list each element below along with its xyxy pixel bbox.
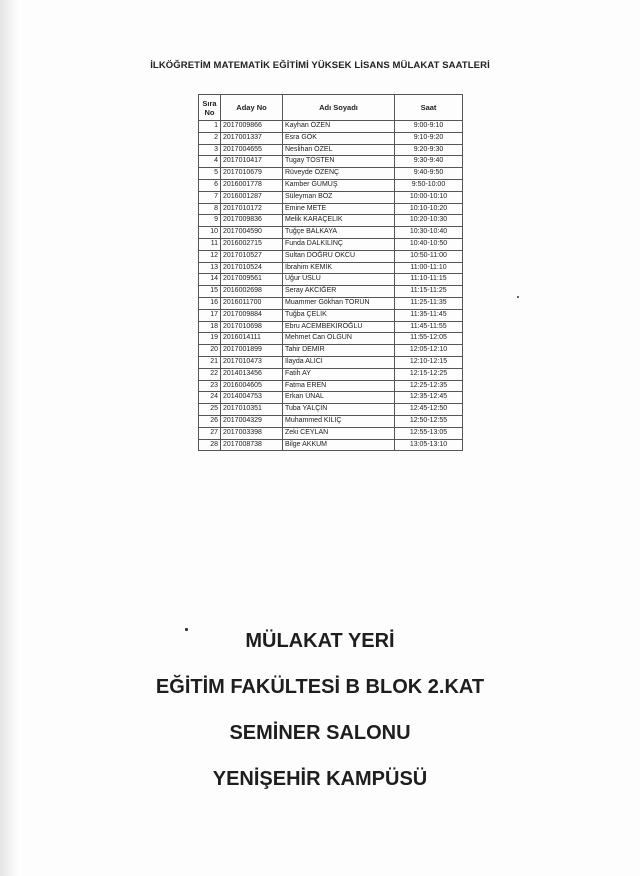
row-number: 20 bbox=[199, 345, 221, 357]
table-row bbox=[199, 203, 463, 215]
interview-time: 11:25-11:35 bbox=[395, 297, 463, 309]
interview-time: 12:25-12:35 bbox=[395, 380, 463, 392]
row-number: 11 bbox=[199, 238, 221, 250]
row-number: 16 bbox=[199, 297, 221, 309]
candidate-name: Bilge AKKUM bbox=[283, 439, 395, 451]
table-row bbox=[199, 404, 463, 416]
table-row bbox=[199, 286, 463, 298]
candidate-number: 2016001778 bbox=[221, 179, 283, 191]
table-body bbox=[199, 121, 463, 451]
interview-time: 10:50-11:00 bbox=[395, 250, 463, 262]
candidate-name: Tahir DEMİR bbox=[283, 345, 395, 357]
candidate-name: Fatih AY bbox=[283, 368, 395, 380]
table-row bbox=[199, 345, 463, 357]
table-row bbox=[199, 156, 463, 168]
table-row bbox=[199, 309, 463, 321]
interview-schedule-table bbox=[198, 94, 463, 451]
candidate-name: Tuba YALÇIN bbox=[283, 404, 395, 416]
table-row bbox=[199, 321, 463, 333]
candidate-name: Tugay TÖSTEN bbox=[283, 156, 395, 168]
table-row bbox=[199, 439, 463, 451]
table-row bbox=[199, 274, 463, 286]
candidate-number: 2017001337 bbox=[221, 132, 283, 144]
candidate-number: 2017010524 bbox=[221, 262, 283, 274]
column-header-aday-no: Aday No bbox=[221, 95, 283, 121]
row-number: 17 bbox=[199, 309, 221, 321]
candidate-number: 2014013456 bbox=[221, 368, 283, 380]
candidate-number: 2017009836 bbox=[221, 215, 283, 227]
table-row bbox=[199, 415, 463, 427]
page-title: İLKÖĞRETİM MATEMATİK EĞİTİMİ YÜKSEK LİSANS MÜLAKAT SAATLERİ bbox=[150, 60, 490, 71]
candidate-number: 2017004655 bbox=[221, 144, 283, 156]
table-row bbox=[199, 333, 463, 345]
table-row bbox=[199, 250, 463, 262]
table-row bbox=[199, 392, 463, 404]
row-number: 10 bbox=[199, 227, 221, 239]
row-number: 5 bbox=[199, 168, 221, 180]
venue-heading: MÜLAKAT YERİ bbox=[245, 630, 395, 652]
interview-time: 11:45-11:55 bbox=[395, 321, 463, 333]
interview-time: 9:00-9:10 bbox=[395, 121, 463, 133]
candidate-number: 2017010527 bbox=[221, 250, 283, 262]
row-number: 7 bbox=[199, 191, 221, 203]
candidate-number: 2017010417 bbox=[221, 156, 283, 168]
table-row bbox=[199, 144, 463, 156]
candidate-number: 2016014111 bbox=[221, 333, 283, 345]
row-number: 24 bbox=[199, 392, 221, 404]
venue-building: EĞİTİM FAKÜLTESİ B BLOK 2.KAT bbox=[155, 676, 485, 698]
candidate-number: 2017010172 bbox=[221, 203, 283, 215]
row-number: 25 bbox=[199, 404, 221, 416]
interview-time: 10:40-10:50 bbox=[395, 238, 463, 250]
candidate-number: 2017009884 bbox=[221, 309, 283, 321]
candidate-name: İlayda ALICI bbox=[283, 356, 395, 368]
row-number: 19 bbox=[199, 333, 221, 345]
candidate-name: Fatma EREN bbox=[283, 380, 395, 392]
candidate-name: Kayhan ÖZEN bbox=[283, 121, 395, 133]
column-header-adi-soyadi: Adı Soyadı bbox=[283, 95, 395, 121]
row-number: 2 bbox=[199, 132, 221, 144]
candidate-number: 2016011700 bbox=[221, 297, 283, 309]
interview-time: 9:40-9:50 bbox=[395, 168, 463, 180]
candidate-name: Muammer Gökhan TORUN bbox=[283, 297, 395, 309]
candidate-name: Sultan DOĞRU OKCU bbox=[283, 250, 395, 262]
candidate-name: Esra GÖK bbox=[283, 132, 395, 144]
venue-room: SEMİNER SALONU bbox=[229, 722, 411, 744]
row-number: 18 bbox=[199, 321, 221, 333]
row-number: 4 bbox=[199, 156, 221, 168]
candidate-name: Uğur USLU bbox=[283, 274, 395, 286]
candidate-number: 2017009561 bbox=[221, 274, 283, 286]
row-number: 6 bbox=[199, 179, 221, 191]
table-row bbox=[199, 297, 463, 309]
venue-block bbox=[0, 618, 640, 802]
interview-time: 12:50-12:55 bbox=[395, 415, 463, 427]
candidate-name: Ebru ACEMBEKİROĞLU bbox=[283, 321, 395, 333]
candidate-number: 2017010351 bbox=[221, 404, 283, 416]
candidate-name: Emine METE bbox=[283, 203, 395, 215]
interview-time: 12:55-13:05 bbox=[395, 427, 463, 439]
row-number: 12 bbox=[199, 250, 221, 262]
candidate-name: Tuğba ÇELİK bbox=[283, 309, 395, 321]
interview-time: 11:10-11:15 bbox=[395, 274, 463, 286]
venue-campus: YENİŞEHİR KAMPÜSÜ bbox=[212, 768, 428, 790]
interview-time: 9:20-9:30 bbox=[395, 144, 463, 156]
candidate-name: İbrahim KEMİK bbox=[283, 262, 395, 274]
row-number: 9 bbox=[199, 215, 221, 227]
table-row bbox=[199, 179, 463, 191]
table-row bbox=[199, 368, 463, 380]
candidate-number: 2017003398 bbox=[221, 427, 283, 439]
interview-time: 10:30-10:40 bbox=[395, 227, 463, 239]
table-row bbox=[199, 380, 463, 392]
column-header-saat: Saat bbox=[395, 95, 463, 121]
row-number: 28 bbox=[199, 439, 221, 451]
candidate-number: 2017004590 bbox=[221, 227, 283, 239]
row-number: 13 bbox=[199, 262, 221, 274]
candidate-number: 2017010679 bbox=[221, 168, 283, 180]
table-row bbox=[199, 168, 463, 180]
interview-time: 10:10-10:20 bbox=[395, 203, 463, 215]
table-header-row bbox=[199, 95, 463, 121]
row-number: 22 bbox=[199, 368, 221, 380]
candidate-number: 2017009866 bbox=[221, 121, 283, 133]
interview-time: 9:10-9:20 bbox=[395, 132, 463, 144]
row-number: 3 bbox=[199, 144, 221, 156]
table-row bbox=[199, 132, 463, 144]
table-row bbox=[199, 191, 463, 203]
candidate-number: 2017010473 bbox=[221, 356, 283, 368]
candidate-name: Seray AKCİĞER bbox=[283, 286, 395, 298]
row-number: 15 bbox=[199, 286, 221, 298]
interview-time: 9:50-10:00 bbox=[395, 179, 463, 191]
candidate-number: 2016001287 bbox=[221, 191, 283, 203]
row-number: 1 bbox=[199, 121, 221, 133]
candidate-number: 2017008738 bbox=[221, 439, 283, 451]
interview-time: 12:05-12:10 bbox=[395, 345, 463, 357]
candidate-name: Süleyman BOZ bbox=[283, 191, 395, 203]
interview-time: 10:00-10:10 bbox=[395, 191, 463, 203]
interview-time: 12:10-12:15 bbox=[395, 356, 463, 368]
table-row bbox=[199, 227, 463, 239]
scan-speck bbox=[185, 628, 188, 631]
candidate-name: Melik KARAÇELİK bbox=[283, 215, 395, 227]
row-number: 8 bbox=[199, 203, 221, 215]
column-header-sira-no: Sıra No bbox=[199, 95, 221, 121]
interview-time: 11:00-11:10 bbox=[395, 262, 463, 274]
candidate-number: 2014004753 bbox=[221, 392, 283, 404]
interview-time: 12:45-12:50 bbox=[395, 404, 463, 416]
interview-time: 9:30-9:40 bbox=[395, 156, 463, 168]
candidate-name: Mehmet Can OLGUN bbox=[283, 333, 395, 345]
table-row bbox=[199, 427, 463, 439]
table-row bbox=[199, 356, 463, 368]
interview-time: 11:55-12:05 bbox=[395, 333, 463, 345]
table-row bbox=[199, 238, 463, 250]
interview-time: 10:20-10:30 bbox=[395, 215, 463, 227]
candidate-name: Rüveyde ÖZENÇ bbox=[283, 168, 395, 180]
table-row bbox=[199, 215, 463, 227]
candidate-number: 2017010698 bbox=[221, 321, 283, 333]
candidate-name: Kamber GÜMÜŞ bbox=[283, 179, 395, 191]
interview-time: 13:05-13:10 bbox=[395, 439, 463, 451]
interview-time: 12:35-12:45 bbox=[395, 392, 463, 404]
candidate-number: 2017001899 bbox=[221, 345, 283, 357]
candidate-number: 2017004329 bbox=[221, 415, 283, 427]
candidate-name: Zeki CEYLAN bbox=[283, 427, 395, 439]
scan-speck bbox=[517, 296, 519, 298]
table-row bbox=[199, 121, 463, 133]
candidate-name: Erkan ÜNAL bbox=[283, 392, 395, 404]
interview-time: 12:15-12:25 bbox=[395, 368, 463, 380]
row-number: 27 bbox=[199, 427, 221, 439]
interview-time: 11:15-11:25 bbox=[395, 286, 463, 298]
row-number: 21 bbox=[199, 356, 221, 368]
candidate-number: 2016002698 bbox=[221, 286, 283, 298]
candidate-number: 2016004605 bbox=[221, 380, 283, 392]
table-row bbox=[199, 262, 463, 274]
row-number: 23 bbox=[199, 380, 221, 392]
interview-time: 11:35-11:45 bbox=[395, 309, 463, 321]
candidate-name: Neslihan ÖZEL bbox=[283, 144, 395, 156]
candidate-name: Tuğçe BALKAYA bbox=[283, 227, 395, 239]
row-number: 26 bbox=[199, 415, 221, 427]
candidate-number: 2016002715 bbox=[221, 238, 283, 250]
candidate-name: Muhammed KILIÇ bbox=[283, 415, 395, 427]
row-number: 14 bbox=[199, 274, 221, 286]
candidate-name: Funda DALKILINÇ bbox=[283, 238, 395, 250]
